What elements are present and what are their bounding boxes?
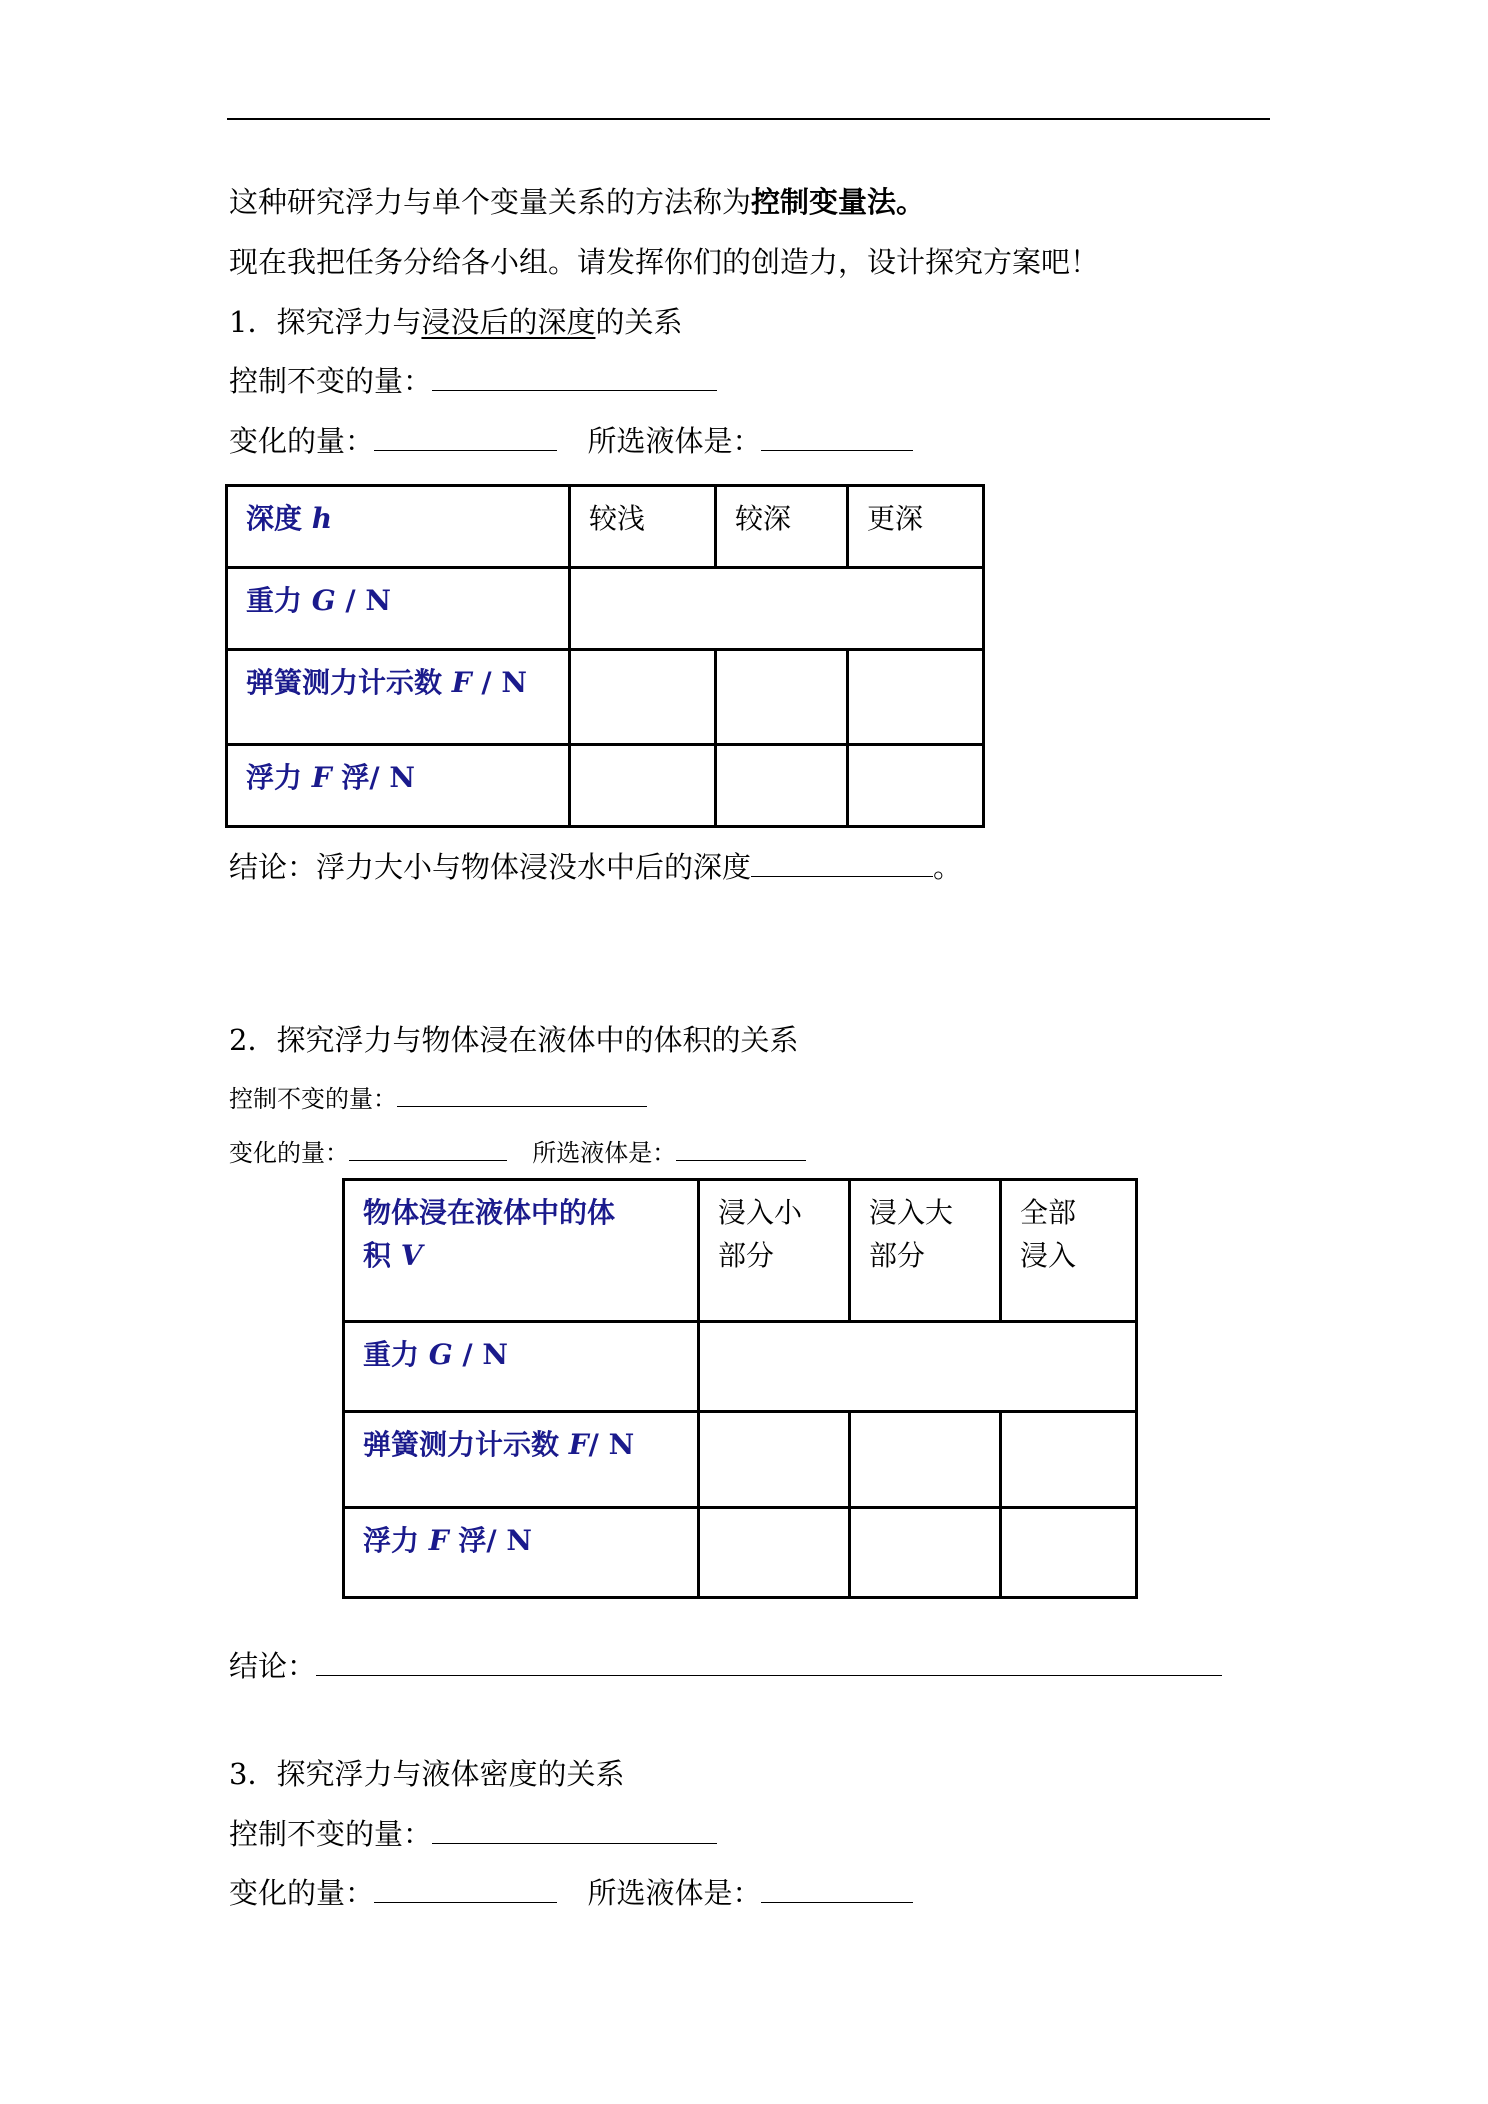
conclusion-label: 结论： [229, 1649, 317, 1683]
buoyancy-cell-large[interactable] [850, 1508, 1001, 1598]
buoyancy-label: 浮力 F 浮/ N [227, 745, 570, 827]
conclusion-end: 。 [933, 850, 963, 884]
section3-changed [229, 1871, 913, 1912]
header-rule [227, 118, 1270, 120]
buoyancy-cell-small[interactable] [699, 1508, 850, 1598]
intro-text: 这种研究浮力与单个变量关系的方法称为 [229, 185, 752, 219]
column-deepest: 更深 [848, 486, 984, 568]
spring-cell-deepest[interactable] [848, 650, 984, 745]
table-row [227, 650, 984, 745]
section1-conclusion [229, 845, 962, 886]
section1-title-suffix: 的关系 [595, 305, 683, 339]
section3-controlled [229, 1812, 717, 1853]
table-row [344, 1412, 1137, 1508]
buoyancy-label: 浮力 F 浮/ N [344, 1508, 699, 1598]
controlled-blank[interactable] [432, 360, 717, 391]
changed-blank[interactable] [374, 1872, 557, 1903]
column-small-part: 浸入小 部分 [699, 1180, 850, 1322]
buoyancy-cell-shallow[interactable] [570, 745, 716, 827]
section2-changed [229, 1133, 806, 1168]
buoyancy-cell-full[interactable] [1001, 1508, 1137, 1598]
table-row [227, 745, 984, 827]
liquid-blank[interactable] [761, 420, 913, 451]
liquid-label: 所选液体是： [587, 1876, 762, 1910]
section1-table [225, 484, 985, 828]
table-row [227, 486, 984, 568]
spring-scale-label: 弹簧测力计示数 F/ N [344, 1412, 699, 1508]
spring-cell-small[interactable] [699, 1412, 850, 1508]
buoyancy-cell-deepest[interactable] [848, 745, 984, 827]
table-row [344, 1322, 1137, 1412]
liquid-label: 所选液体是： [587, 424, 762, 458]
column-deeper: 较深 [716, 486, 848, 568]
spring-cell-full[interactable] [1001, 1412, 1137, 1508]
section1-title [229, 300, 682, 341]
intro-line-1 [229, 180, 925, 221]
section1-controlled [229, 359, 717, 400]
controlled-label: 控制不变的量： [229, 364, 433, 398]
liquid-blank[interactable] [761, 1872, 913, 1903]
section2-table [342, 1178, 1138, 1599]
conclusion-blank[interactable] [751, 846, 933, 877]
liquid-label: 所选液体是： [532, 1139, 677, 1167]
gravity-label: 重力 G / N [227, 568, 570, 650]
spring-cell-large[interactable] [850, 1412, 1001, 1508]
intro-line-2: 现在我把任务分给各小组。请发挥你们的创造力，设计探究方案吧！ [229, 245, 1100, 279]
spring-cell-deeper[interactable] [716, 650, 848, 745]
table-row [344, 1508, 1137, 1598]
changed-label: 变化的量： [229, 1876, 375, 1910]
conclusion-blank[interactable] [316, 1645, 1222, 1676]
spring-scale-label: 弹簧测力计示数 F / N [227, 650, 570, 745]
changed-blank[interactable] [374, 420, 557, 451]
section2-conclusion [229, 1644, 1222, 1685]
changed-label: 变化的量： [229, 1139, 349, 1167]
method-name: 控制变量法。 [751, 185, 926, 219]
section2-title: 2．探究浮力与物体浸在液体中的体积的关系 [229, 1023, 799, 1057]
depth-header: 深度 h [227, 486, 570, 568]
gravity-label: 重力 G / N [344, 1322, 699, 1412]
buoyancy-cell-deeper[interactable] [716, 745, 848, 827]
section1-changed [229, 419, 913, 460]
spring-cell-shallow[interactable] [570, 650, 716, 745]
controlled-label: 控制不变的量： [229, 1085, 397, 1113]
table-row [227, 568, 984, 650]
changed-label: 变化的量： [229, 424, 375, 458]
column-shallow: 较浅 [570, 486, 716, 568]
controlled-label: 控制不变的量： [229, 1817, 433, 1851]
section2-controlled [229, 1079, 647, 1114]
liquid-blank[interactable] [676, 1135, 806, 1161]
volume-header: 物体浸在液体中的体 积 V [344, 1180, 699, 1322]
gravity-cell[interactable] [570, 568, 984, 650]
controlled-blank[interactable] [432, 1813, 717, 1844]
controlled-blank[interactable] [397, 1081, 647, 1107]
changed-blank[interactable] [349, 1135, 507, 1161]
column-large-part: 浸入大 部分 [850, 1180, 1001, 1322]
section1-title-underlined: 浸没后的深度 [421, 305, 596, 339]
conclusion-text: 结论：浮力大小与物体浸没水中后的深度 [229, 850, 752, 884]
gravity-cell[interactable] [699, 1322, 1137, 1412]
column-fully-immersed: 全部 浸入 [1001, 1180, 1137, 1322]
section3-title: 3．探究浮力与液体密度的关系 [229, 1757, 625, 1791]
table-row [344, 1180, 1137, 1322]
section1-title-prefix: 1．探究浮力与 [229, 305, 422, 339]
